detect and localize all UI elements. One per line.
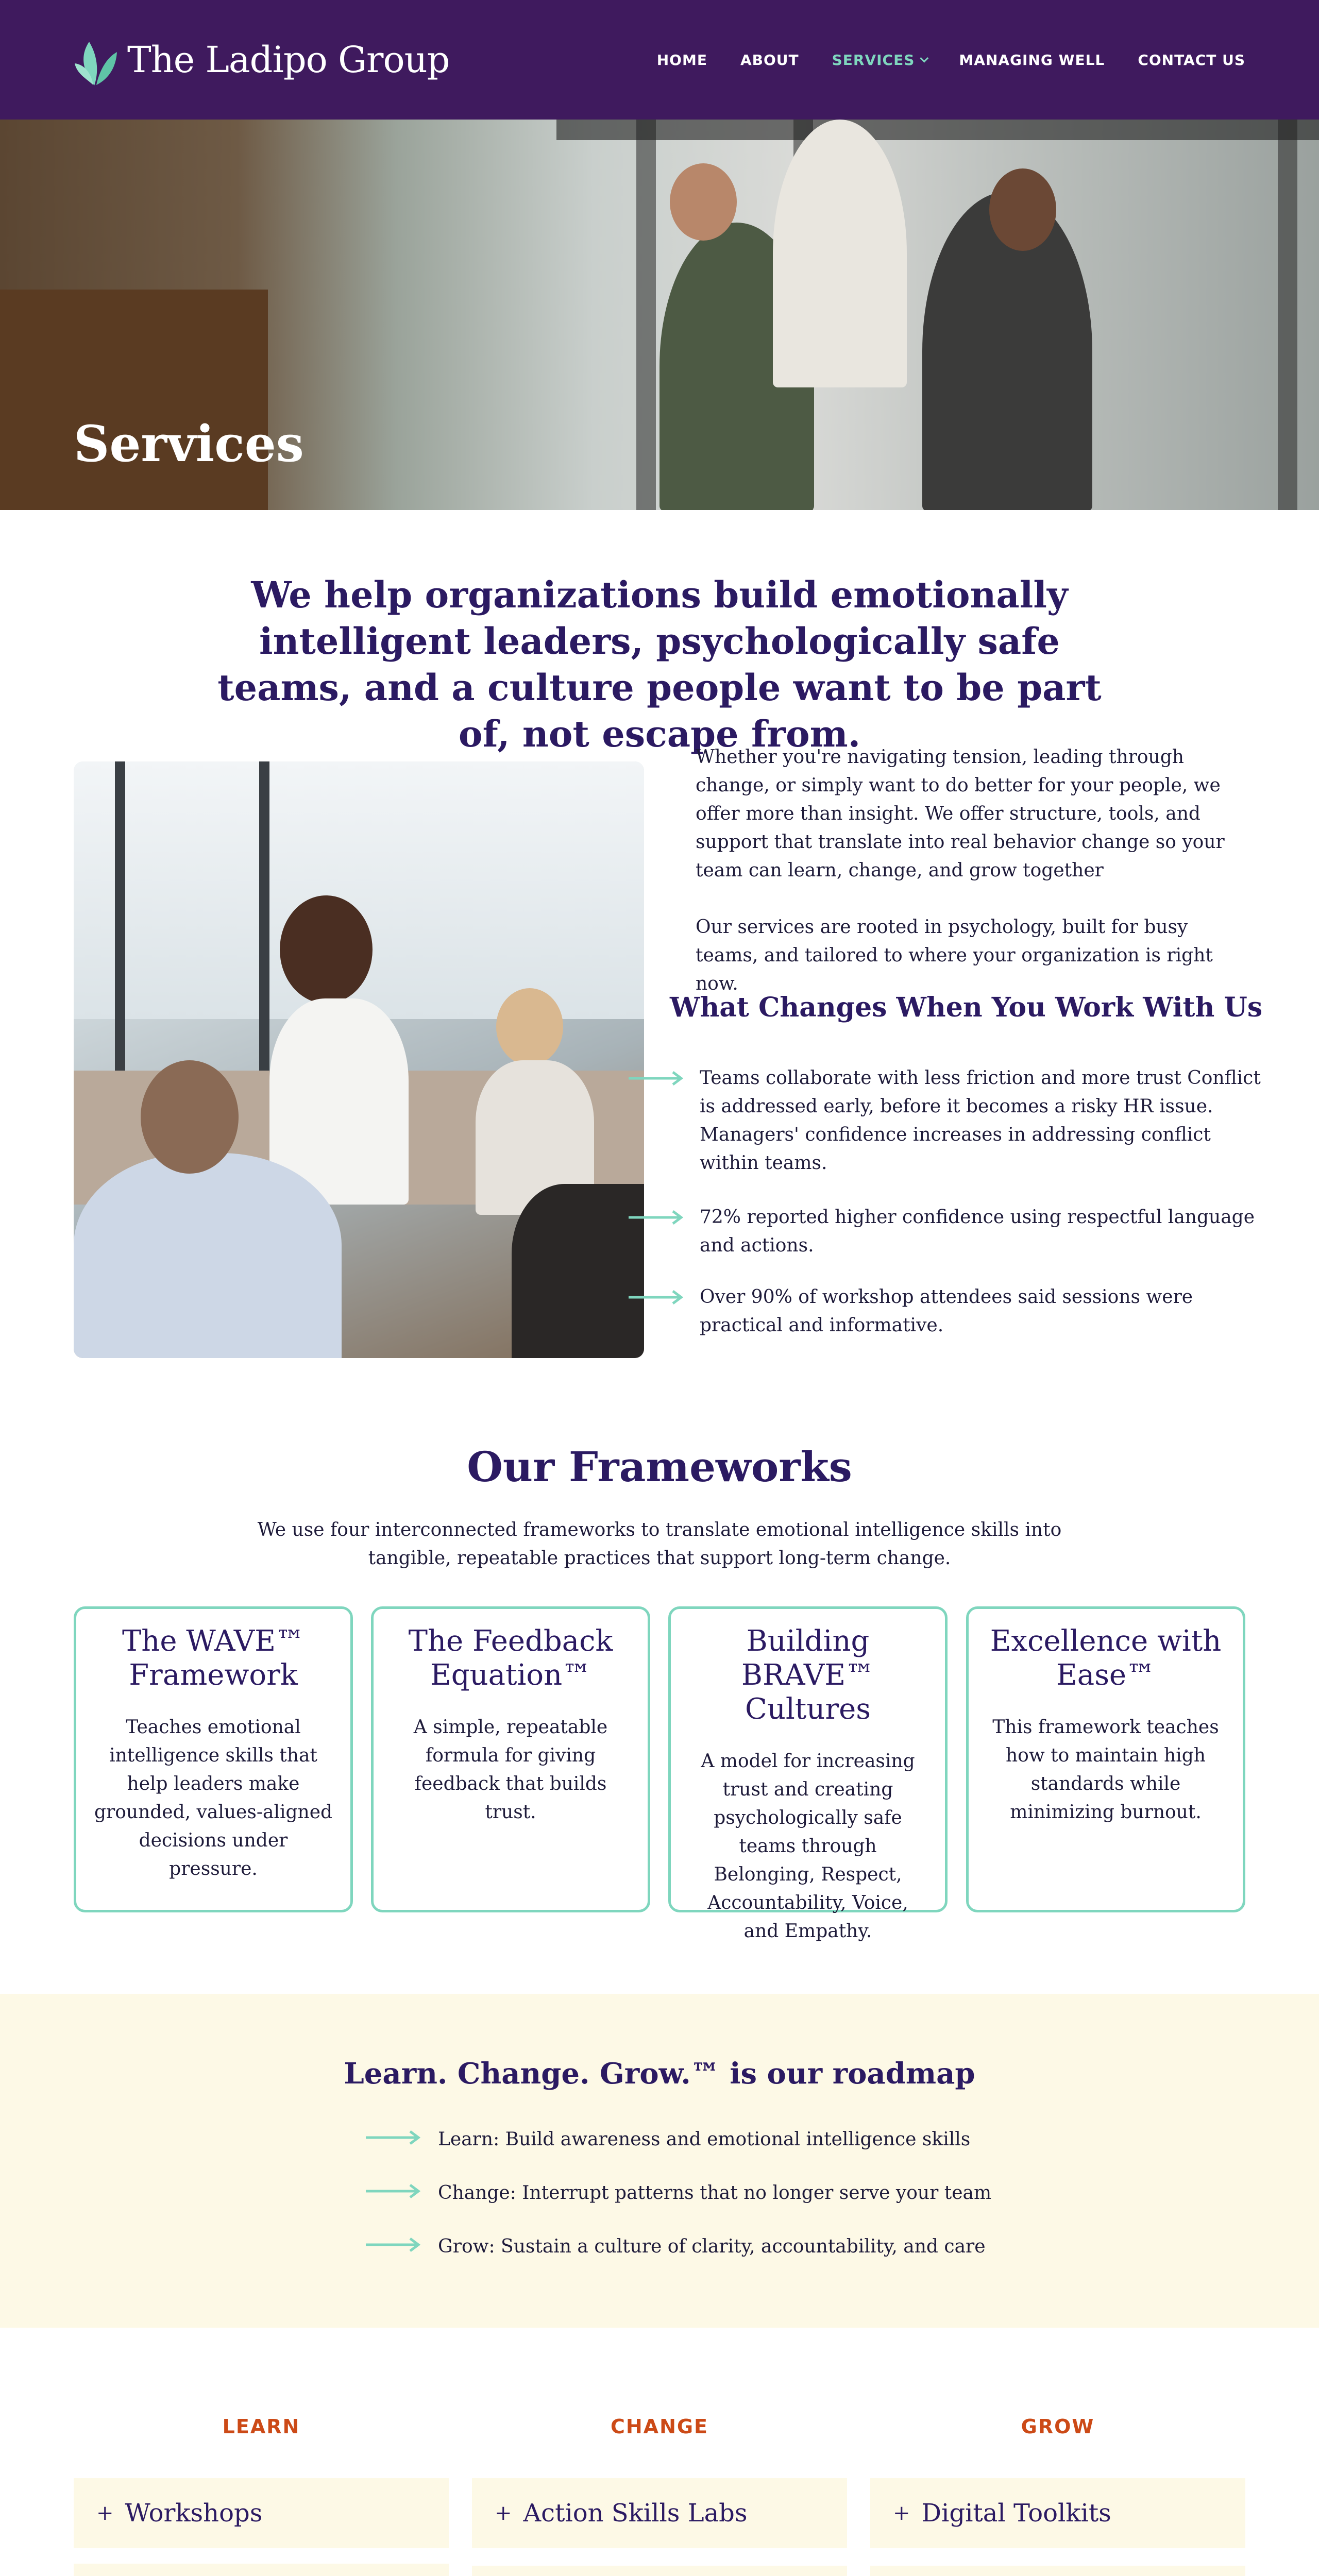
change-item: [629, 1203, 1262, 1260]
hero-banner: [0, 120, 1319, 510]
roadmap-section: [0, 1994, 1319, 2328]
nav-contact-us[interactable]: CONTACT US: [1138, 51, 1245, 69]
learn-heading: LEARN: [222, 2415, 300, 2438]
offering-item[interactable]: [74, 2564, 449, 2576]
intro-heading: We help organizations build emotionally intelligent leaders, psychologically safe teams, and a culture people want to be part of, not escape from.: [217, 573, 1102, 755]
change-item: [629, 1064, 1262, 1177]
offering-item[interactable]: [870, 2566, 1245, 2576]
framework-card: [74, 1606, 353, 1912]
framework-card-title: Excellence with Ease™: [990, 1624, 1222, 1692]
roadmap-item: [366, 2236, 986, 2257]
framework-card-body: Teaches emotional intelligence skills that help leaders make grounded, values-aligned decisions under pressure.: [94, 1717, 333, 1879]
roadmap-item-text: Change: Interrupt patterns that no longer serve your team: [438, 2182, 992, 2204]
change-heading: CHANGE: [610, 2415, 709, 2438]
intro-body: [696, 743, 1247, 998]
logo-text: The Ladipo Group: [127, 39, 450, 81]
intro-paragraph: Whether you're navigating tension, leading through change, or simply want to do better for your people, we offer more than insight. We offer structure, tools, and support that translate into real behavior change so your team can learn, change, and grow together: [696, 747, 1225, 881]
nav-home[interactable]: HOME: [656, 51, 707, 69]
offering-label: Workshops: [125, 2499, 263, 2528]
arrow-right-icon: [629, 1064, 685, 1092]
arrow-right-icon: [366, 2236, 422, 2257]
change-item-text: 72% reported higher confidence using respectful language and actions.: [700, 1207, 1255, 1256]
framework-card: [668, 1606, 948, 1942]
framework-card: [371, 1606, 650, 1912]
chevron-down-icon: [920, 54, 929, 63]
arrow-right-icon: [629, 1203, 685, 1231]
page-title: Services: [74, 415, 304, 473]
change-item: [629, 1283, 1262, 1340]
plus-icon: +: [495, 2501, 512, 2525]
roadmap-item: [366, 2129, 970, 2150]
arrow-right-icon: [629, 1283, 685, 1311]
offering-label: Action Skills Labs: [523, 2499, 748, 2528]
grow-heading: GROW: [1021, 2415, 1095, 2438]
frameworks-subtitle: We use four interconnected frameworks to translate emotional intelligence skills into tangible, repeatable practices that support long-term change.: [257, 1519, 1062, 1569]
framework-card-body: This framework teaches how to maintain high standards while minimizing burnout.: [992, 1717, 1219, 1823]
site-header: [0, 0, 1319, 120]
framework-card-title: The WAVE™ Framework: [122, 1624, 305, 1692]
roadmap-item-text: Learn: Build awareness and emotional intelligence skills: [438, 2129, 971, 2150]
offering-item[interactable]: [870, 2478, 1245, 2548]
roadmap-item: [366, 2182, 991, 2204]
change-item-text: Teams collaborate with less friction and more trust Conflict is addressed early, before it becomes a risky HR issue. Managers' confidence increases in addressing conflict within teams.: [700, 1067, 1261, 1174]
nav-about[interactable]: ABOUT: [740, 51, 799, 69]
arrow-right-icon: [366, 2129, 422, 2150]
team-meeting-photo: [74, 761, 644, 1358]
roadmap-item-text: Grow: Sustain a culture of clarity, accountability, and care: [438, 2236, 986, 2257]
framework-card-body: A model for increasing trust and creating psychologically safe teams through Belonging, Respect, Accountability, Voice, and Empathy.: [701, 1751, 915, 1942]
offering-item[interactable]: [472, 2478, 847, 2548]
changes-heading: What Changes When You Work With Us: [670, 992, 1263, 1023]
roadmap-title: Learn. Change. Grow.™ is our roadmap: [344, 2057, 975, 2091]
nav-services[interactable]: [832, 52, 926, 69]
offering-item[interactable]: [74, 2478, 449, 2548]
framework-card: [966, 1606, 1245, 1912]
nav-managing-well[interactable]: MANAGING WELL: [959, 51, 1105, 69]
plus-icon: +: [893, 2501, 910, 2525]
offering-label: Digital Toolkits: [921, 2499, 1111, 2528]
intro-paragraph: Our services are rooted in psychology, built for busy teams, and tailored to where your organization is right now.: [696, 917, 1213, 994]
plus-icon: +: [96, 2501, 114, 2525]
change-item-text: Over 90% of workshop attendees said sessions were practical and informative.: [700, 1286, 1193, 1336]
frameworks-title: Our Frameworks: [467, 1443, 852, 1491]
arrow-right-icon: [366, 2182, 422, 2204]
site-logo[interactable]: [74, 31, 449, 88]
framework-card-body: A simple, repeatable formula for giving feedback that builds trust.: [413, 1717, 608, 1823]
framework-card-title: The Feedback Equation™: [408, 1624, 613, 1692]
offering-item[interactable]: [472, 2566, 847, 2576]
main-nav: [657, 52, 1245, 69]
framework-card-title: Building BRAVE™ Cultures: [741, 1624, 875, 1726]
leaf-logo-icon: [74, 31, 118, 88]
nav-services-label: SERVICES: [832, 51, 915, 69]
